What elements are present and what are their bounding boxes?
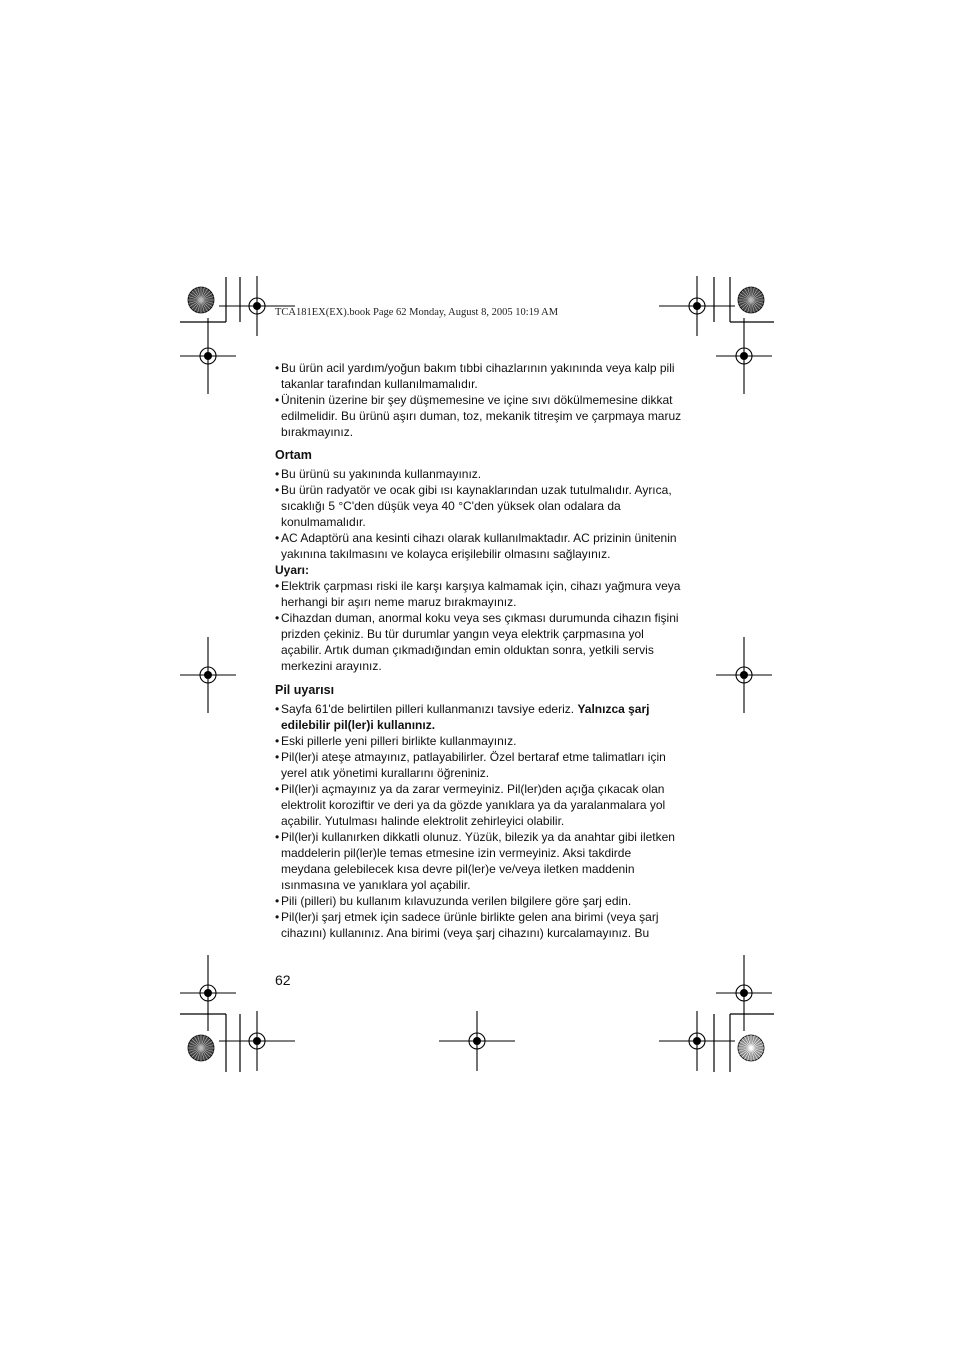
list-item: • Pil(ler)i kullanırken dikkatli olunuz. Yüzük, bilezik ya da anahtar gibi iletken maddelerin pil(ler)le temas etmesine izin vermeyiniz. Aksi takdirde meydana gelebilecek kısa devre pil(ler)e ve/veya iletken maddenin ısınmasına ve yanıklara yol açabilir. bbox=[275, 829, 683, 893]
intro-list bbox=[275, 360, 683, 440]
starburst-mark bbox=[188, 1035, 214, 1061]
page-content bbox=[275, 360, 683, 941]
section-title-battery: Pil uyarısı bbox=[275, 683, 335, 697]
environment-list bbox=[275, 466, 683, 562]
battery-first-text: Sayfa 61'de belirtilen pilleri kullanmanızı tavsiye ederiz. bbox=[281, 702, 578, 716]
page-number: 62 bbox=[275, 972, 291, 988]
list-item bbox=[275, 701, 683, 733]
list-item: • Pil(ler)i şarj etmek için sadece ürünle birlikte gelen ana birimi (veya şarj cihazını) kullanınız. Ana birimi (veya şarj cihazını) kurcalamayınız. Bu bbox=[275, 909, 683, 941]
list-item: • Pil(ler)i ateşe atmayınız, patlayabilirler. Özel bertaraf etme talimatları için yerel atık yönetimi kurallarını öğreniniz. bbox=[275, 749, 683, 781]
starburst-mark bbox=[738, 287, 764, 313]
section-title-environment: Ortam bbox=[275, 448, 312, 462]
list-item: • Bu ürün radyatör ve ocak gibi ısı kaynaklarından uzak tutulmalıdır. Ayrıca, sıcaklığı 5 °C'den düşük veya 40 °C'den yüksek olan odalara da konulmamalıdır. bbox=[275, 482, 683, 530]
warning-title: Uyarı: bbox=[275, 563, 310, 577]
list-item: • Ünitenin üzerine bir şey düşmemesine ve içine sıvı dökülmemesine dikkat edilmelidir. Bu ürünü aşırı duman, toz, mekanik titreşim ve çarpmaya maruz bırakmayınız. bbox=[275, 392, 683, 440]
starburst-mark bbox=[738, 1035, 764, 1061]
list-item: • Elektrik çarpması riski ile karşı karşıya kalmamak için, cihazı yağmura veya herhangi bir aşırı neme maruz bırakmayınız. bbox=[275, 578, 683, 610]
list-item: • Pil(ler)i açmayınız ya da zarar vermeyiniz. Pil(ler)den açığa çıkacak olan elektrolit koroziftir ve deri ya da gözde yanıklara ya da yaralanmalara yol açabilir. Yutulması halinde elektrolit zehirleyici olabilir. bbox=[275, 781, 683, 829]
battery-first-bold: Yalnızca şarj edilebilir pil(ler)i kullanınız. bbox=[281, 702, 650, 732]
starburst-mark bbox=[188, 287, 214, 313]
warning-list bbox=[275, 578, 683, 674]
list-item: • Bu ürün acil yardım/yoğun bakım tıbbi cihazlarının yakınında veya kalp pili takanlar tarafından kullanılmamalıdır. bbox=[275, 360, 683, 392]
list-item: • Cihazdan duman, anormal koku veya ses çıkması durumunda cihazın fişini prizden çekiniz. Bu tür durumlar yangın veya elektrik çarpmasına yol açabilir. Artık duman çıkmadığından emin olduktan sonra, yetkili servis merkezini arayınız. bbox=[275, 610, 683, 674]
list-item: • Bu ürünü su yakınında kullanmayınız. bbox=[275, 466, 683, 482]
list-item: • AC Adaptörü ana kesinti cihazı olarak kullanılmaktadır. AC prizinin ünitenin yakınına takılmasını ve kolayca erişilebilir olmasını sağlayınız. bbox=[275, 530, 683, 562]
battery-list bbox=[275, 701, 683, 941]
list-item: • Pili (pilleri) bu kullanım kılavuzunda verilen bilgilere göre şarj edin. bbox=[275, 893, 683, 909]
file-header: TCA181EX(EX).book Page 62 Monday, August 8, 2005 10:19 AM bbox=[275, 307, 559, 318]
list-item: • Eski pillerle yeni pilleri birlikte kullanmayınız. bbox=[275, 733, 683, 749]
